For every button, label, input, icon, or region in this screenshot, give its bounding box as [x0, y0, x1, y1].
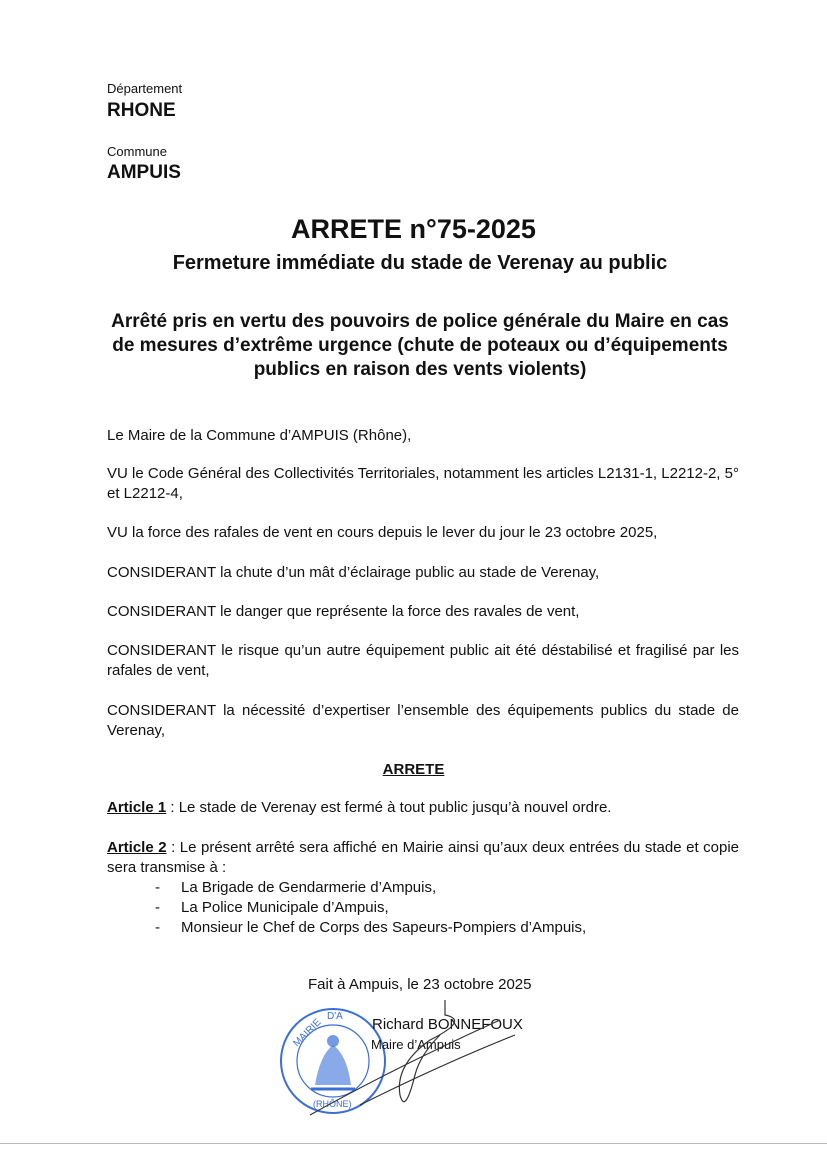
arrete-heading: ARRETE	[382, 761, 445, 778]
vu-paragraph-2: VU la force des rafales de vent en cours depuis le lever du jour le 23 octobre 2025,	[107, 524, 658, 541]
signer-role: Maire d’Ampuis	[371, 1037, 461, 1052]
list-item	[155, 898, 389, 918]
article-1-label: Article 1	[107, 799, 167, 816]
recipient-text: Monsieur le Chef de Corps des Sapeurs-Pompiers d’Ampuis,	[181, 919, 587, 936]
article-1	[107, 798, 739, 818]
list-bullet: -	[155, 899, 160, 916]
list-item	[155, 878, 436, 898]
page-bottom-rule	[0, 1143, 827, 1144]
recipient-text: La Brigade de Gendarmerie d’Ampuis,	[181, 879, 437, 896]
handwritten-signature	[300, 995, 530, 1120]
article-2-text: : Le présent arrêté sera affiché en Mairie ainsi qu’aux deux entrées du stade et copie sera transmise à :	[107, 839, 740, 876]
vu-paragraph-1: VU le Code Général des Collectivités Territoriales, notamment les articles L2131-1, L2212-2, 5° et L2212-4,	[107, 465, 739, 502]
article-2-label: Article 2	[107, 839, 167, 856]
document-subtitle: Fermeture immédiate du stade de Verenay au public	[172, 252, 668, 274]
considerant-paragraph-3: CONSIDERANT le risque qu’un autre équipement public ait été déstabilisé et fragilisé par les rafales de vent,	[107, 642, 739, 679]
article-2	[107, 838, 739, 878]
commune-name: AMPUIS	[107, 162, 181, 183]
document-title: ARRETE n°75-2025	[291, 214, 536, 244]
intro-paragraph: Le Maire de la Commune d’AMPUIS (Rhône),	[107, 427, 412, 444]
svg-text:(RHÔNE): (RHÔNE)	[313, 1099, 352, 1109]
list-bullet: -	[155, 919, 160, 936]
commune-label: Commune	[107, 144, 167, 159]
list-item	[155, 918, 586, 938]
considerant-paragraph-2: CONSIDERANT le danger que représente la force des ravales de vent,	[107, 603, 580, 620]
legal-context: Arrêté pris en vertu des pouvoirs de police générale du Maire en cas de mesures d’extrême urgence (chute de poteaux ou d’équipements publics en raison des vents violents)	[111, 311, 729, 380]
svg-text:MAIRIE: MAIRIE	[291, 1016, 324, 1050]
svg-text:D'A: D'A	[327, 1011, 343, 1022]
signer-name: Richard BONNEFOUX	[372, 1016, 523, 1033]
departement-name: RHONE	[107, 100, 176, 121]
list-bullet: -	[155, 879, 160, 896]
recipient-text: La Police Municipale d’Ampuis,	[181, 899, 389, 916]
considerant-paragraph-4: CONSIDERANT la nécessité d’expertiser l’ensemble des équipements publics du stade de Verenay,	[107, 702, 739, 739]
place-date: Fait à Ampuis, le 23 octobre 2025	[308, 976, 532, 993]
considerant-paragraph-1: CONSIDERANT la chute d’un mât d’éclairage public au stade de Verenay,	[107, 564, 600, 581]
departement-label: Département	[107, 81, 183, 96]
article-1-text: : Le stade de Verenay est fermé à tout public jusqu’à nouvel ordre.	[166, 799, 612, 816]
